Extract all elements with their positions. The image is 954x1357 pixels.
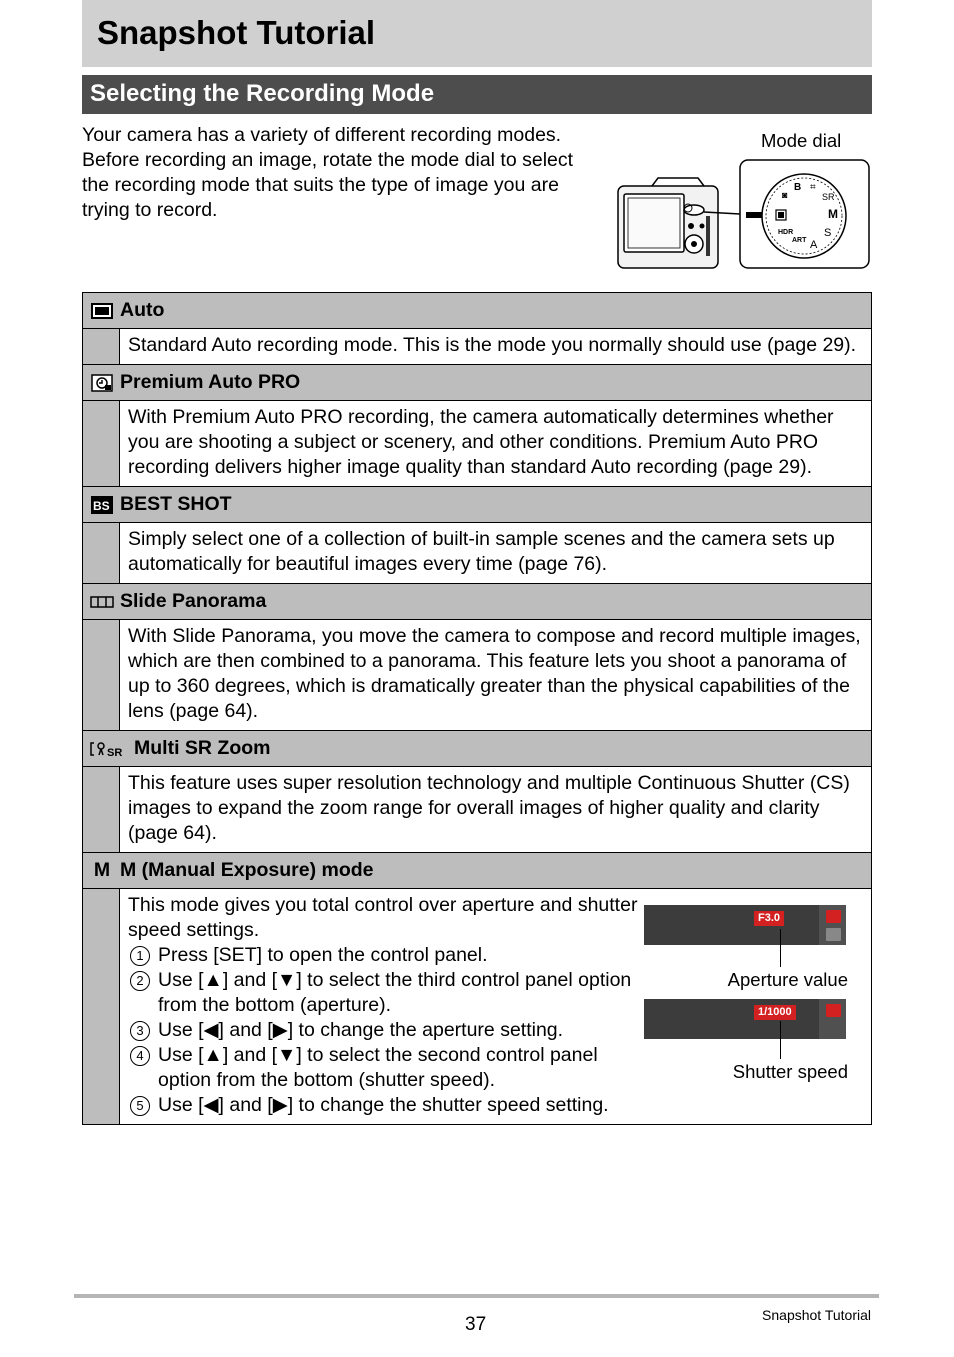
mode-header-multi-sr-zoom (83, 731, 871, 767)
step-item: 4 Use [▲] and [▼] to select the second control panel option from the bottom (shutter speed). (128, 1043, 638, 1093)
svg-text:B: B (794, 182, 802, 193)
step-item: 1 Press [SET] to open the control panel. (128, 943, 638, 968)
shutter-caption: Shutter speed (732, 1061, 848, 1082)
mode-description: Standard Auto recording mode. This is the mode you normally should use (page 29). (128, 334, 857, 356)
aperture-panel-screenshot (644, 905, 846, 945)
running-footer-title: Snapshot Tutorial (762, 1307, 871, 1323)
step-item: 5 Use [◀] and [▶] to change the shutter speed setting. (128, 1093, 638, 1118)
shutter-panel-screenshot (644, 999, 846, 1039)
mode-body-best-shot (83, 523, 871, 584)
section-title: Selecting the Recording Mode (90, 80, 435, 107)
mode-body-manual (83, 889, 871, 1124)
mode-body-auto (83, 329, 871, 365)
mode-header-manual (83, 853, 871, 889)
page-title: Snapshot Tutorial (97, 14, 376, 51)
mode-title: Premium Auto PRO (120, 371, 301, 393)
svg-text:M: M (828, 207, 838, 221)
mode-description: Simply select one of a collection of built-in sample scenes and the camera sets up automatically for beautiful images every time (page 76). (128, 528, 835, 575)
mode-title: M (Manual Exposure) mode (120, 859, 374, 881)
mode-body-multi-sr-zoom (83, 767, 871, 853)
manual-content (120, 889, 871, 1124)
svg-text:S: S (824, 227, 832, 239)
slide-panorama-icon (90, 592, 114, 612)
recording-modes-table (82, 292, 872, 1125)
step-item: 3 Use [◀] and [▶] to change the aperture setting. (128, 1018, 638, 1043)
step-item: 2 Use [▲] and [▼] to select the third control panel option from the bottom (aperture). (128, 968, 638, 1018)
svg-text:BS: BS (93, 498, 110, 513)
aperture-caption: Aperture value (727, 969, 848, 990)
page-title-bar (82, 0, 872, 67)
mode-title: BEST SHOT (120, 493, 232, 515)
footer-divider (74, 1294, 879, 1298)
intro-paragraph: Your camera has a variety of different recording modes. Before recording an image, rotate the mode dial to select the recording mode that suits the type of image you are trying to record. (82, 124, 574, 221)
best-shot-icon (90, 495, 114, 515)
manual-steps (128, 943, 638, 1118)
mode-body-slide-panorama (83, 620, 871, 731)
mode-header-slide-panorama (83, 584, 871, 620)
multi-sr-zoom-icon (90, 739, 128, 759)
mode-header-premium-auto-pro (83, 365, 871, 401)
section-header (82, 75, 872, 114)
premium-auto-pro-icon (90, 373, 114, 393)
control-panel-figures (638, 893, 858, 1118)
mode-body-premium-auto-pro (83, 401, 871, 487)
mode-description: With Slide Panorama, you move the camera to compose and record multiple images, which are then combined to a panorama. This feature lets you shoot a panorama of up to 360 degrees, which is dramatically greater than the physical capabilities of the lens (page 64). (128, 625, 861, 722)
auto-mode-icon (90, 301, 114, 321)
page-number: 37 (465, 1314, 487, 1335)
svg-text:HDR: HDR (778, 229, 794, 236)
mode-title: Multi SR Zoom (134, 737, 271, 759)
camera-mode-dial-illustration (612, 156, 874, 274)
mode-dial-label: Mode dial (761, 130, 842, 151)
svg-text:◙: ◙ (782, 190, 788, 200)
svg-text:SR: SR (107, 746, 123, 759)
mode-title: Slide Panorama (120, 590, 267, 612)
aperture-readout: F3.0 (754, 911, 784, 926)
mode-header-best-shot (83, 487, 871, 523)
mode-header-auto (83, 293, 871, 329)
manual-mode-icon: M (93, 859, 111, 881)
svg-text:A: A (810, 239, 818, 251)
svg-text:⌗: ⌗ (810, 182, 816, 193)
svg-text:ART: ART (792, 237, 807, 244)
manual-intro: This mode gives you total control over aperture and shutter speed settings. (128, 894, 638, 941)
mode-description: This feature uses super resolution technology and multiple Continuous Shutter (CS) images to expand the zoom range for overall images of higher quality and clarity (page 64). (128, 772, 850, 844)
svg-text:SR: SR (822, 192, 835, 202)
shutter-readout: 1/1000 (754, 1005, 796, 1020)
mode-title: Auto (120, 299, 165, 321)
mode-description: With Premium Auto PRO recording, the camera automatically determines whether you are shooting a subject or scenery, and other conditions. Premium Auto PRO recording delivers higher image quality than standard Auto recording (page 29). (128, 406, 834, 478)
